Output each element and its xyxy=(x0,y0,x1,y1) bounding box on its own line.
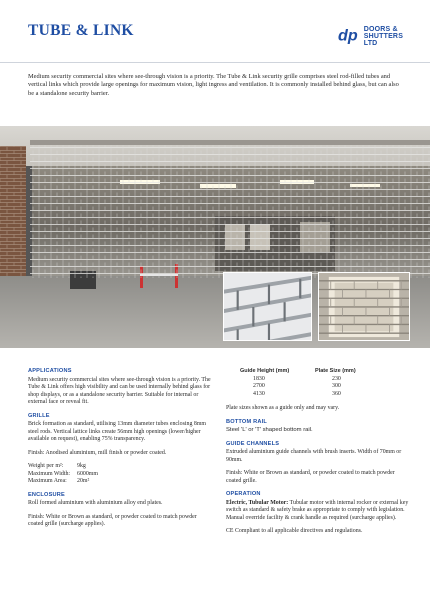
bottom-rail-section xyxy=(226,419,411,435)
enclosure-finish: Finish: White or Brown as standard, or powder coated to match powder coated grille (surcharge applies). xyxy=(28,513,197,527)
header-divider xyxy=(0,62,430,63)
guide-channels-section xyxy=(226,441,411,486)
guide-height-value: 4130 xyxy=(253,390,265,397)
plate-size-value: 360 xyxy=(332,390,341,397)
size-row xyxy=(240,376,390,384)
operation-text xyxy=(226,500,411,523)
spec-row xyxy=(28,478,211,486)
logo-initials: dp xyxy=(338,26,358,45)
applications-section xyxy=(28,368,211,407)
guide-height-value: 1830 xyxy=(253,375,265,382)
spec-label: Weight per m²: xyxy=(28,463,64,469)
grille-specs xyxy=(28,463,211,486)
plate-size-value: 300 xyxy=(332,383,341,389)
operation-body: Tubular motor with internal rocker or external key switch as standard & safety brake as appropriate to comply with legislation. Manual override facility & crank handle as required (surcharge applies). xyxy=(226,499,409,521)
spec-label: Maximum Area: xyxy=(28,478,67,484)
spec-value: 20m² xyxy=(77,478,90,484)
applications-text: Medium security commercial sites where see-through vision is a priority. The Tube & Link offers high visibility and can be used internally behind glass for shop displays, or as a standalone security barrier. Suitable for internal or external face or reveal fit. xyxy=(28,376,211,405)
operation-section xyxy=(226,491,411,536)
grille-text: Brick formation as standard, utilising 13mm diameter tubes enclosing 8mm steel rods. Vertical lattice links create 56mm high openings (lower/higher available on request), enabling 75% transparency. xyxy=(28,421,206,442)
grille-heading: GRILLE xyxy=(28,412,50,419)
operation-heading: OPERATION xyxy=(226,491,261,497)
bottom-rail-text: Steel 'L' or 'T' shaped bottom rail. xyxy=(226,427,313,433)
enclosure-heading: ENCLOSURE xyxy=(28,491,65,498)
plate-size-value: 230 xyxy=(332,375,341,382)
guide-channels-text: Extruded aluminium guide channels with brush inserts. Width of 70mm or 90mm. xyxy=(226,449,402,463)
size-row xyxy=(240,391,390,399)
compliance-text: CE Compliant to all applicable directives and regulations. xyxy=(226,528,363,534)
guide-height-value: 2700 xyxy=(253,383,265,389)
applications-heading: APPLICATIONS xyxy=(28,368,72,374)
grille-closeup-photo xyxy=(223,272,312,341)
grille-section xyxy=(28,413,211,486)
spec-row xyxy=(28,463,211,471)
left-column xyxy=(28,368,211,535)
grille-window-photo xyxy=(318,272,410,341)
guide-channels-finish: Finish: White or Brown as standard, or powder coated to match powder coated grille. xyxy=(226,470,395,484)
spec-row xyxy=(28,471,211,479)
spec-value: 6000mm xyxy=(77,470,98,477)
intro-paragraph: Medium security commercial sites where see-through vision is a priority. The Tube & Link security grille comprises steel rod-filled tubes and vertical links which provide large openings for maximum vision, light ingress and ventilation. It is commonly installed behind glass, but can also be a standalone security barrier. xyxy=(28,73,399,97)
enclosure-section xyxy=(28,492,211,529)
guide-channels-heading: GUIDE CHANNELS xyxy=(226,440,280,447)
logo-line-2: SHUTTERS LTD xyxy=(363,32,404,47)
bottom-rail-heading: BOTTOM RAIL xyxy=(226,418,267,425)
guide-height-header: Guide Height (mm) xyxy=(240,368,290,374)
right-column xyxy=(226,368,411,542)
spec-label: Maximum Width: xyxy=(28,470,71,477)
spec-value: 9kg xyxy=(77,463,86,469)
dp-logo-icon xyxy=(338,25,361,47)
plate-size-note: Plate sizes shown as a guide only and may vary. xyxy=(226,405,340,411)
enclosure-text: Roll formed aluminium with aluminium alloy end plates. xyxy=(28,500,163,506)
logo-line-1: DOORS & xyxy=(363,25,398,33)
plate-size-header: Plate Size (mm) xyxy=(315,368,356,374)
size-table-header xyxy=(240,368,390,376)
grille-finish: Finish: Anodised aluminium, mill finish or powder coated. xyxy=(28,449,167,456)
company-logo xyxy=(338,23,416,49)
size-table xyxy=(240,368,390,398)
page-title: TUBE & LINK xyxy=(28,22,134,39)
operation-lead: Electric, Tubular Motor: xyxy=(226,499,289,506)
size-row xyxy=(240,383,390,391)
